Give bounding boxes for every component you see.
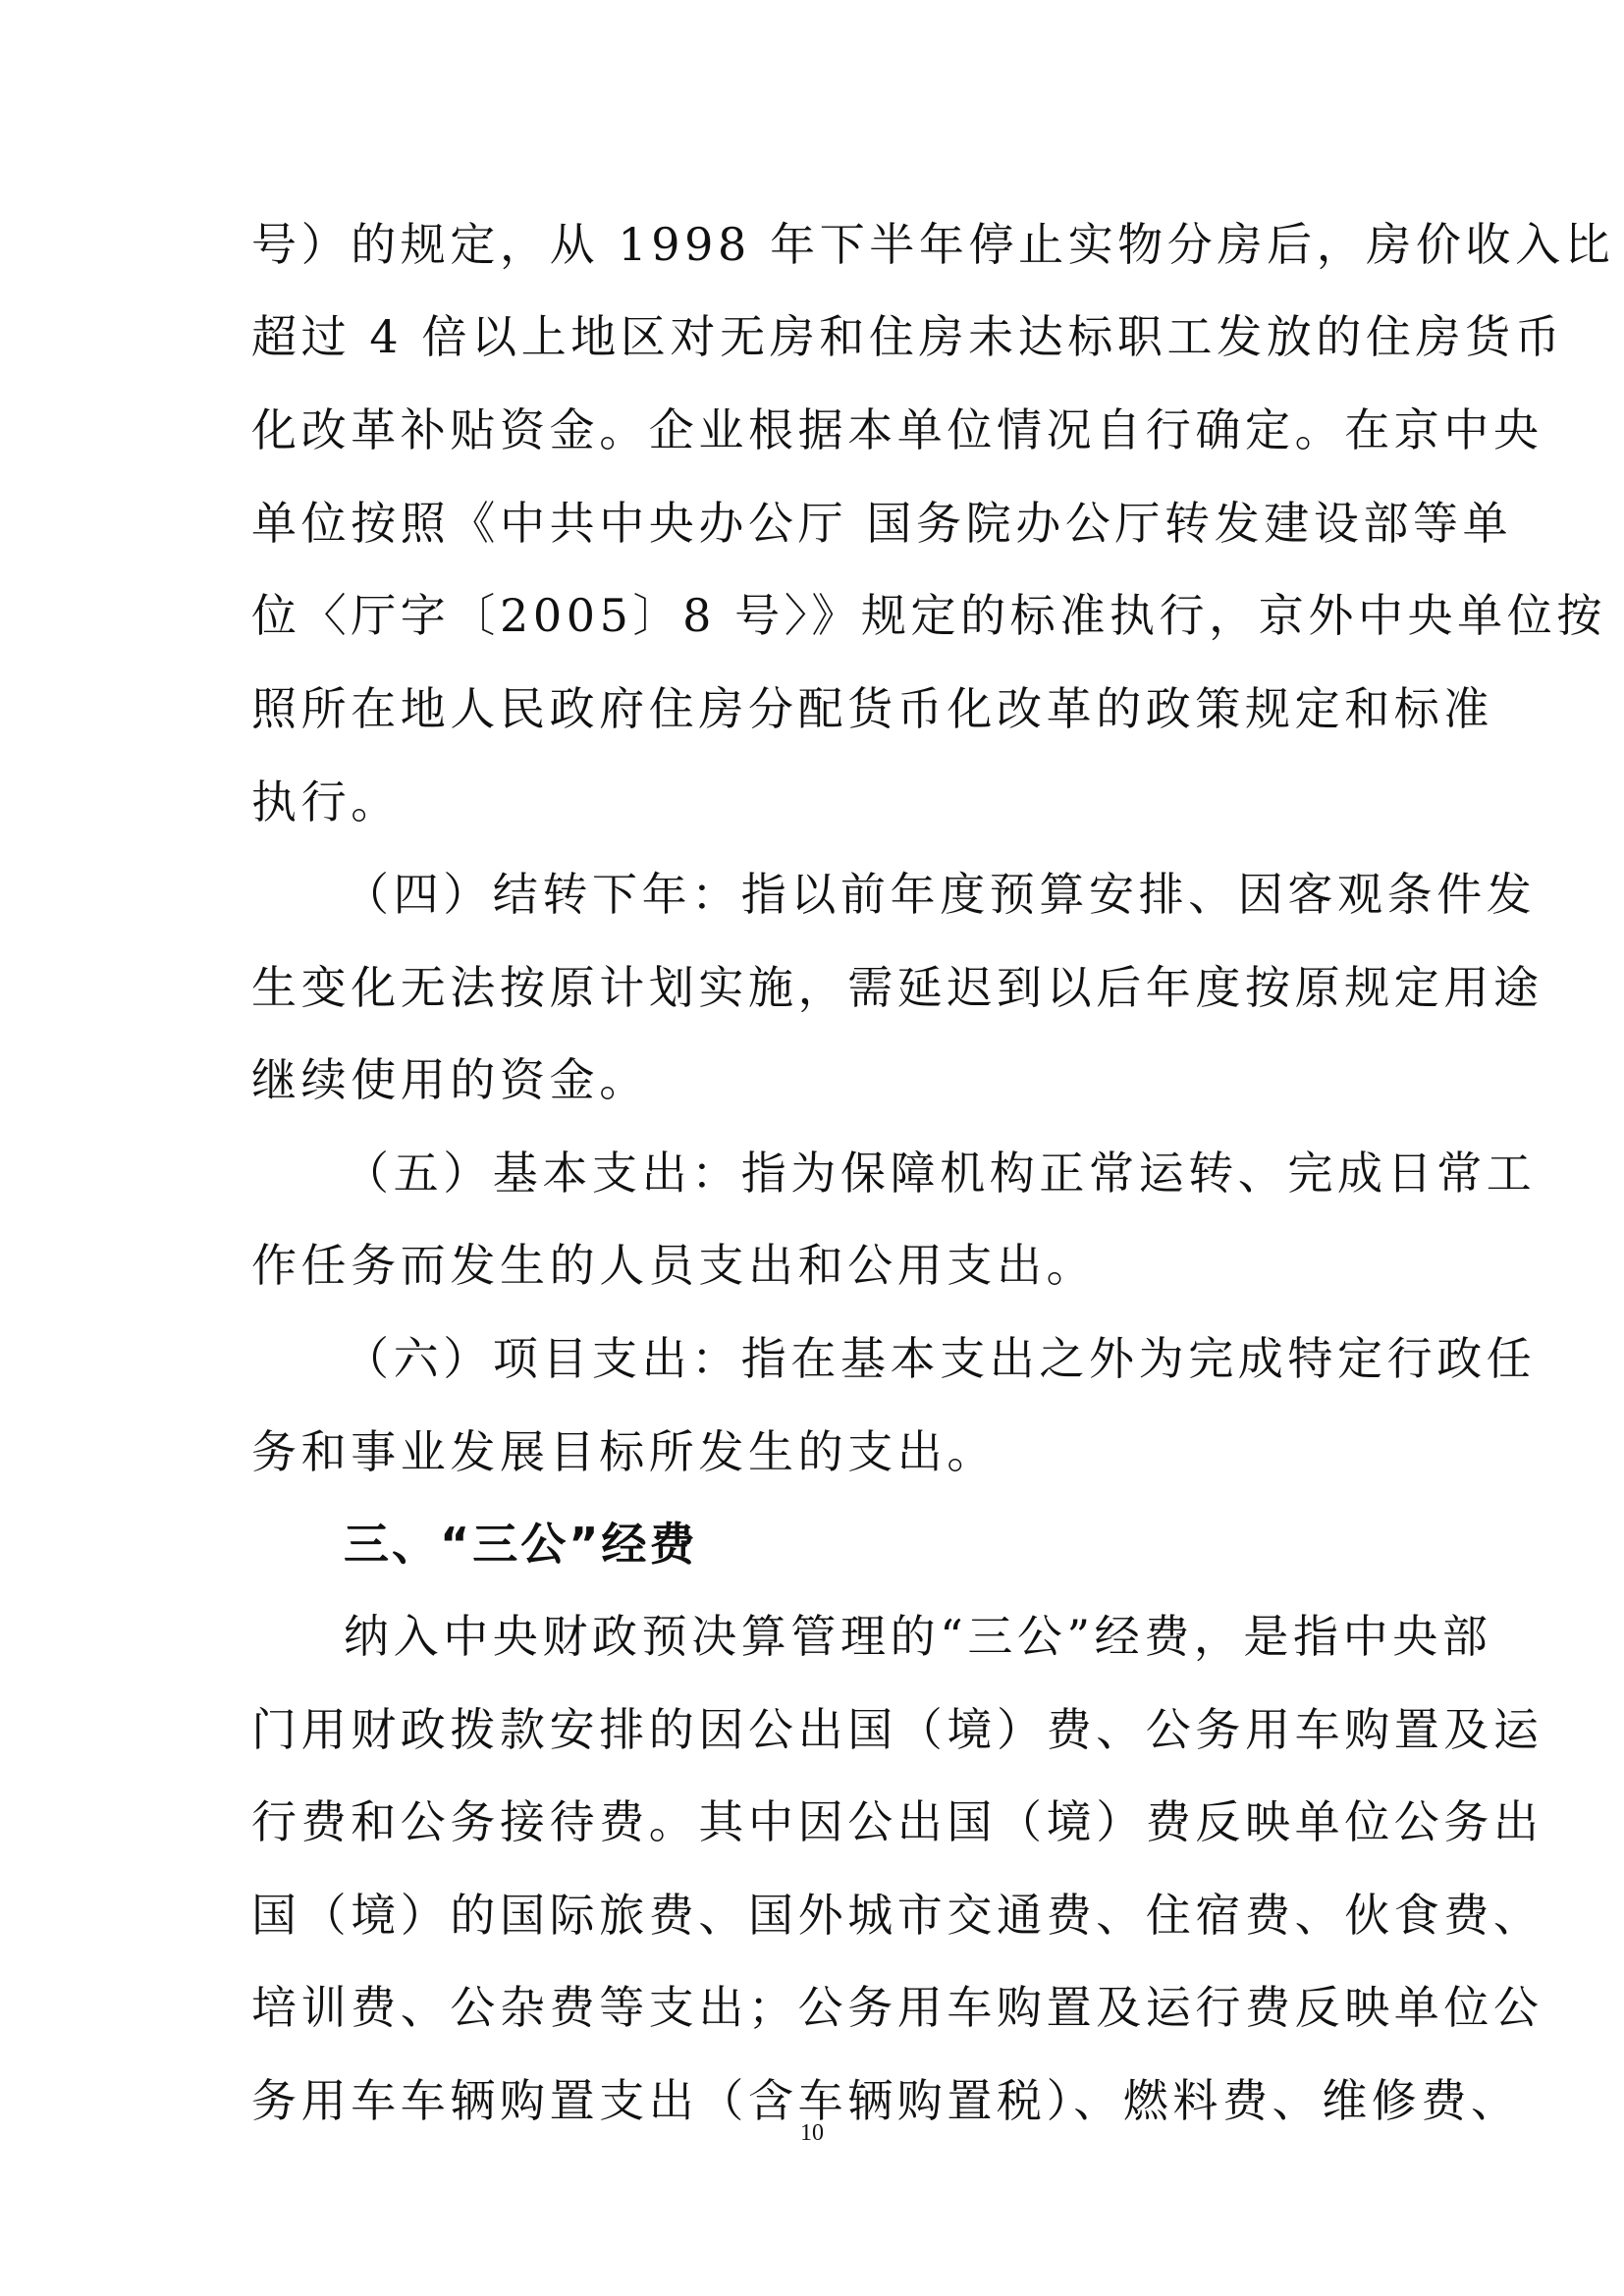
paragraph-4-line: （四）结转下年：指以前年度预算安排、因客观条件发 [344,868,1537,921]
body-text-line: 纳入中央财政预决算管理的“三公”经费，是指中央部 [344,1610,1492,1663]
body-text-line: 门用财政拨款安排的因公出国（境）费、公务用车购置及运 [251,1703,1543,1756]
section-heading: 三、“三公”经费 [344,1518,698,1571]
paragraph-6-line: （六）项目支出：指在基本支出之外为完成特定行政任 [344,1332,1537,1385]
body-text-line: 继续使用的资金。 [251,1053,649,1106]
body-text-line: 单位按照《中共中央办公厅 国务院办公厅转发建设部等单 [251,497,1513,550]
body-text-line: 生变化无法按原计划实施，需延迟到以后年度按原规定用途 [251,961,1543,1014]
body-text-line: 行费和公务接待费。其中因公出国（境）费反映单位公务出 [251,1795,1543,1848]
body-text-line: 化改革补贴资金。企业根据本单位情况自行确定。在京中央 [251,403,1543,456]
body-text-line: 执行。 [251,775,401,828]
page-number: 10 [800,2120,824,2146]
body-text-line: 作任务而发生的人员支出和公用支出。 [251,1239,1097,1292]
body-text-line: 务用车车辆购置支出（含车辆购置税）、燃料费、维修费、 [251,2074,1521,2127]
body-text-line: 位〈厅字〔2005〕8 号〉》规定的标准执行，京外中央单位按 [251,589,1606,642]
body-text-line: 照所在地人民政府住房分配货币化改革的政策规定和标准 [251,682,1493,735]
body-text-line: 培训费、公杂费等支出；公务用车购置及运行费反映单位公 [251,1981,1543,2034]
body-text-line: 务和事业发展目标所发生的支出。 [251,1425,997,1478]
body-text-line: 超过 4 倍以上地区对无房和住房未达标职工发放的住房货币 [251,310,1565,363]
paragraph-5-line: （五）基本支出：指为保障机构正常运转、完成日常工 [344,1147,1537,1200]
body-text-line: 号）的规定，从 1998 年下半年停止实物分房后，房价收入比 [251,218,1615,271]
body-text-line: 国（境）的国际旅费、国外城市交通费、住宿费、伙食费、 [251,1889,1543,1942]
